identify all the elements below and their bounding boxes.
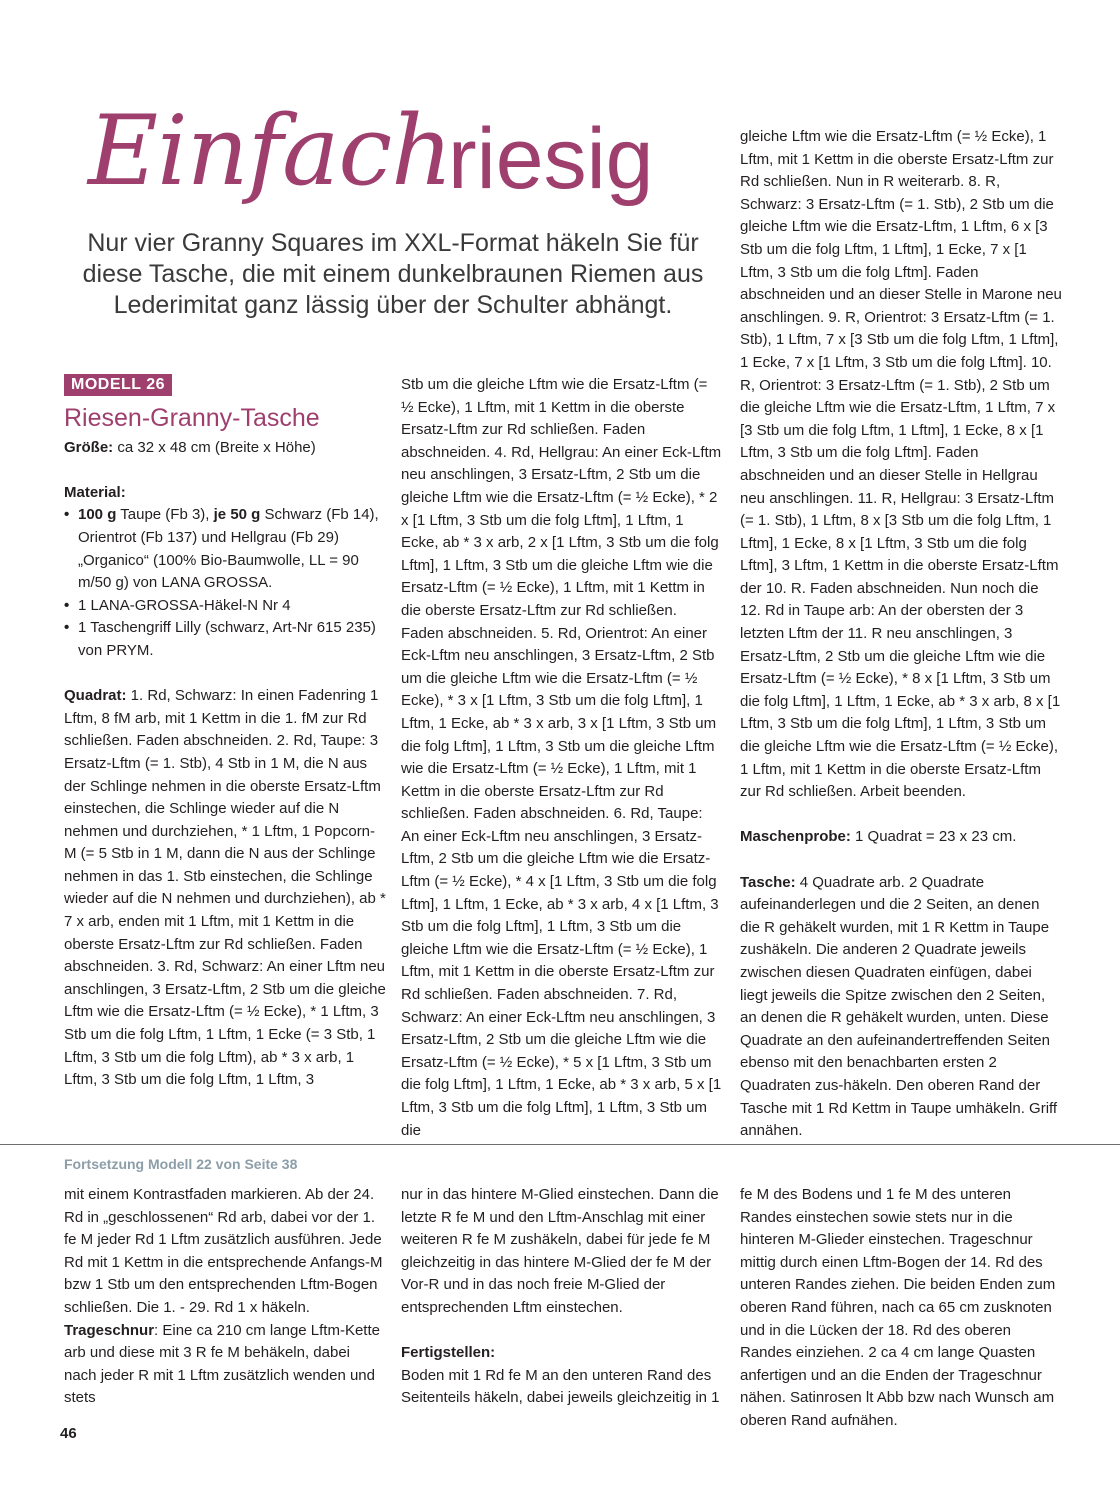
size-value: ca 32 x 48 cm (Breite x Höhe) [113,438,316,456]
strap-paragraph [64,1320,386,1410]
model-name: Riesen-Granny-Tasche [64,403,320,432]
bag-paragraph [740,872,1062,1143]
continuation-column-3 [740,1184,1062,1433]
continuation-text: nur in das hintere M-Glied einstechen. Dann die letzte R fe M und den Lftm-Anschlag mit einer weiteren R fe M zushäkeln, dabei für jede fe M gleichzeitig in das hintere M-Glied der fe M der Vor-R und in das noch freie M-Glied der entsprechenden Lftm einstechen. [401,1186,719,1316]
strap-label: Trageschnur [64,1321,155,1339]
column-3 [740,126,1062,1143]
size-line [64,437,386,460]
title-sans-word: riesig [448,111,654,207]
continuation-text: mit einem Kontrastfaden markieren. Ab der 24. Rd in „geschlossenen“ Rd arb, dabei vor der 1. fe M jeder Rd 1 Lftm zusätzlich ausführen. Jede Rd mit 1 Kettm in die entsprechende Anfangs-M bzw 1 Stb um den entsprechenden Lftm-Bogen schließen. Die 1. - 29. Rd 1 x häkeln. [64,1186,383,1316]
gauge-value: 1 Quadrat = 23 x 23 cm. [850,828,1017,846]
material-item: • 1 LANA-GROSSA-Häkel-N Nr 4 [64,595,386,618]
page-title [88,96,728,216]
finish-text: Boden mit 1 Rd fe M an den unteren Rand des Seitenteils häkeln, dabei jeweils gleichzeitig in 1 [401,1366,720,1407]
material-item [64,504,386,594]
model-badge: MODELL 26 [64,374,172,396]
size-label: Größe: [64,438,114,456]
section-divider [0,1144,1120,1145]
page-number: 46 [60,1425,77,1442]
strap-text: : Eine ca 210 cm lange Lftm-Kette arb und diese mit 3 R fe M behäkeln, dabei nach jeder R mit 1 Lftm zusätzlich wenden und stets [64,1321,380,1407]
continuation-heading: Fortsetzung Modell 22 von Seite 38 [64,1156,298,1172]
material-amount: je 50 g [213,506,261,524]
material-label: Material: [64,483,126,501]
continuation-column-1 [64,1184,386,1410]
gauge-line [740,826,1062,849]
material-item: • 1 Taschengriff Lilly (schwarz, Art-Nr 615 235) von PRYM. [64,617,386,662]
intro-text: Nur vier Granny Squares im XXL-Format häkeln Sie für diese Tasche, die mit einem dunkelbraunen Riemen aus Lederimitat ganz lässig über der Schulter abhängt. [82,229,704,319]
quadrat-label: Quadrat: [64,687,127,705]
finish-label: Fertigstellen: [401,1344,496,1362]
continuation-column-2 [401,1184,723,1410]
quadrat-text-continued: gleiche Lftm wie die Ersatz-Lftm (= ½ Ecke), 1 Lftm, mit 1 Kettm in die oberste Ersatz-Lftm zur Rd schließen. Nun in R weiterarb. 8. R, Schwarz: 3 Ersatz-Lftm (= 1. Stb), 2 Stb um die gleiche Lftm wie die Ersatz-Lftm, 1 Lftm, 6 x [3 Stb um die folg Lftm, 1 Lftm], 1 Ecke, 7 x [1 Lftm, 3 Stb um die folg Lftm]. Faden abschneiden und an dieser Stelle in Marone neu anschlingen. 9. R, Orientrot: 3 Ersatz-Lftm (= 1. Stb), 1 Lftm, 7 x [3 Stb um die folg Lftm, 1 Lftm], 1 Ecke, 7 x [1 Lftm, 3 Stb um die folg Lftm]. 10. R, Orientrot: 3 Ersatz-Lftm (= 1. Stb), 2 Stb um die gleiche Lftm wie die Ersatz-Lftm, 1 Lftm, 7 x [3 Stb um die folg Lftm, 1 Lftm], 1 Ecke, 8 x [1 Lftm, 3 Stb um die folg Lftm]. Faden abschneiden und an dieser Stelle in Hellgrau neu anschlingen. 11. R, Hellgrau: 3 Ersatz-Lftm (= 1. Stb), 1 Lftm, 8 x [3 Stb um die folg Lftm, 1 Lftm], 1 Ecke, 8 x [1 Lftm, 3 Stb um die folg Lftm], 3 Lftm, 1 Kettm in die oberste Ersatz-Lftm der 10. R. Faden abschneiden. Nun noch die 12. Rd in Taupe arb: An der obersten der 3 letzten Lftm der 11. R neu anschlingen, 3 Ersatz-Lftm, 2 Stb um die gleiche Lftm wie die Ersatz-Lftm (= ½ Ecke), * 8 x [1 Lftm, 3 Stb um die folg Lftm], 1 Lftm, 1 Ecke, ab * 3 x arb, 8 x [1 Lftm, 3 Stb um die folg Lftm], 1 Lftm, 3 Stb um die gleiche Lftm wie die Ersatz-Lftm (= ½ Ecke), 1 Lftm, mit 1 Kettm in die oberste Ersatz-Lftm zur Rd schließen. Arbeit beenden. [740,128,1062,801]
column-1 [64,374,386,1092]
title-script-word: Einfach [88,95,452,207]
bag-label: Tasche: [740,873,796,891]
material-text: Taupe (Fb 3), [116,506,214,524]
quadrat-text-continued: Stb um die gleiche Lftm wie die Ersatz-Lftm (= ½ Ecke), 1 Lftm, mit 1 Kettm in die oberste Ersatz-Lftm zur Rd schließen. Faden abschneiden. 4. Rd, Hellgrau: An einer Eck-Lftm neu anschlingen, 3 Ersatz-Lftm, 2 Stb um die gleiche Lftm wie die Ersatz-Lftm (= ½ Ecke), * 2 x [1 Lftm, 3 Stb um die folg Lftm], 1 Lftm, 1 Ecke, ab * 3 x arb, 2 x [1 Lftm, 3 Stb um die folg Lftm], 1 Lftm, 3 Stb um die gleiche Lftm wie die Ersatz-Lftm (= ½ Ecke), 1 Lftm, mit 1 Kettm in die oberste Ersatz-Lftm zur Rd schließen. Faden abschneiden. 5. Rd, Orientrot: An einer Eck-Lftm neu anschlingen, 3 Ersatz-Lftm, 2 Stb um die gleiche Lftm wie die Ersatz-Lftm (= ½ Ecke), * 3 x [1 Lftm, 3 Stb um die folg Lftm], 1 Lftm, 1 Ecke, ab * 3 x arb, 3 x [1 Lftm, 3 Stb um die folg Lftm], 1 Lftm, 3 Stb um die gleiche Lftm wie die Ersatz-Lftm (= ½ Ecke), 1 Lftm, mit 1 Kettm in die oberste Ersatz-Lftm zur Rd schließen. Faden abschneiden. 6. Rd, Taupe: An einer Eck-Lftm neu anschlingen, 3 Ersatz-Lftm, 2 Stb um die gleiche Lftm wie die Ersatz-Lftm (= ½ Ecke), * 4 x [1 Lftm, 3 Stb um die folg Lftm], 1 Lftm, 1 Ecke, ab * 3 x arb, 4 x [1 Lftm, 3 Stb um die folg Lftm], 1 Lftm, 3 Stb um die gleiche Lftm wie die Ersatz-Lftm (= ½ Ecke), 1 Lftm, mit 1 Kettm in die oberste Ersatz-Lftm zur Rd schließen. Faden abschneiden. 7. Rd, Schwarz: An einer Eck-Lftm neu anschlingen, 3 Ersatz-Lftm, 2 Stb um die gleiche Lftm wie die Ersatz-Lftm (= ½ Ecke), * 5 x [1 Lftm, 3 Stb um die folg Lftm], 1 Lftm, 1 Ecke, ab * 3 x arb, 5 x [1 Lftm, 3 Stb um die folg Lftm], 1 Lftm, 3 Stb um die [401,376,722,1139]
material-text: Schwarz (Fb 14), Orientrot (Fb 137) und Hellgrau (Fb 29) „Organico“ (100% Bio-Baumwolle, LL = 90 m/50 g) von LANA GROSSA. [78,506,379,592]
continuation-text: fe M des Bodens und 1 fe M des unteren Randes einstechen sowie stets nur in die hinteren M-Glieder einstechen. Trageschnur mittig durch einen Lftm-Bogen der 14. Rd des unteren Randes ziehen. Die beiden Enden zum oberen Rand führen, nach ca 65 cm zusknoten und in die Lücken der 18. Rd des oberen Randes einziehen. 2 ca 4 cm lange Quasten anfertigen und an die Enden der Trageschnur nähen. Satinrosen lt Abb bzw nach Wunsch am oberen Rand aufnähen. [740,1186,1056,1429]
gauge-label: Maschenprobe: [740,828,851,846]
quadrat-text: 1. Rd, Schwarz: In einen Fadenring 1 Lftm, 8 fM arb, mit 1 Kettm in die 1. fM zur Rd schließen. Faden abschneiden. 2. Rd, Taupe: 3 Ersatz-Lftm (= 1. Stb), 4 Stb in 1 M, die N aus der Schlinge nehmen in die oberste Ersatz-Lftm einstechen, die Schlinge wieder auf die N nehmen und durchziehen, * 1 Lftm, 1 Popcorn-M (= 5 Stb in 1 M, dann die N aus der Schlinge nehmen in das 1. Stb einstechen, die Schlinge wieder auf die N nehmen und durchziehen), ab * 7 x arb, enden mit 1 Lftm, mit 1 Kettm in die oberste Ersatz-Lftm zur Rd schließen. Faden abschneiden. 3. Rd, Schwarz: An einer Lftm neu anschlingen, 3 Ersatz-Lftm, 2 Stb um die gleiche Lftm wie die Ersatz-Lftm (= ½ Ecke), * 1 Lftm, 3 Stb um die folg Lftm, 1 Lftm, 1 Ecke (= 3 Stb, 1 Lftm, 3 Stb um die folg Lftm), ab * 3 x arb, 1 Lftm, 3 Stb um die folg Lftm, 1 Lftm, 3 [64,687,386,1089]
quadrat-paragraph [64,685,386,1092]
material-list [64,504,386,662]
bag-text: 4 Quadrate arb. 2 Quadrate aufeinanderlegen und die 2 Seiten, an denen die R gehäkelt wurden, mit 1 R Kettm in Taupe zushäkeln. Die anderen 2 Quadrate jeweils zwischen diesen Quadraten einfügen, dabei liegt jeweils die Spitze zwischen den 2 Seiten, an denen die R gehäkelt wurden, unten. Diese Quadrate an den aufeinandertreffenden Seiten ebenso mit den benachbarten ersten 2 Quadraten zus-häkeln. Den oberen Rand der Tasche mit 1 Rd Kettm in Taupe umhäkeln. Griff annähen. [740,873,1058,1140]
material-amount: 100 g [78,506,117,524]
column-2 [401,374,723,1142]
